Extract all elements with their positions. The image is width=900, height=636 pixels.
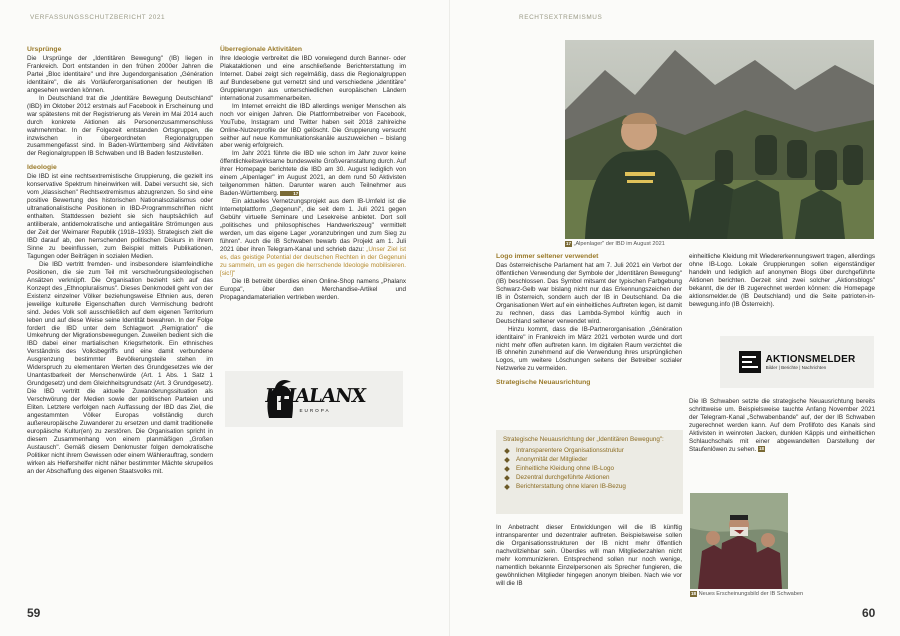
paragraph: In Anbetracht dieser Entwicklungen will die IB künftig intransparenter und dezentraler auftreten. Beispielsweise sollen die Organisationsstrukturen der IB nicht mehr öffentlich nachvollziehbar sein. Überdies will man Mitgliederzahlen nicht mehr kommunizieren. Entsprechend sollen nur noch wenige, namentlich bekannte Einzelpersonen als Sprecher fungieren, die gewöhnlichen Mitglieder hingegen anonym bleiben. Nach wie vor will die IB: [496, 524, 682, 587]
aktionsmelder-title: AKTIONSMELDER: [765, 354, 856, 365]
diamond-bullet-icon: [504, 466, 510, 472]
paragraph: Die IBD vertritt fremden- und insbesondere islamfeindliche Positionen, die sie zum Teil mit verschwörungsideologischen Ansätzen verknüpft. Die Organisation bezieht sich auf das Konzept des „Ethnopluralismus". Dieses Denkmodell geht von der Existenz einzelner Völker beziehungsweise Ethnien aus, deren jeweilige kulturelle Eigenschaften durch Vermischung bedroht sind. Jedes Volk soll ausschließlich auf dem eigenen Territorium leben und auf diese Weise seine Identität bewahren. In der Folge fordert die IBD unter dem Schlagwort „Remigration" die Umkehrung der Migrationsbewegungen. Zuweilen bedient sich die IBD dabei einer martialischen Kriegsrhetorik. Ein ethnisches Verständnis des Volksbegriffs und eine damit verbundene Ausgrenzung bestimmter Bevölkerungsteile stehen im Widerspruch zu elementaren Werten des Grundgesetzes wie der Unantastbarkeit der Menschenwürde (Art. 1 Abs. 1 Satz 1 Grundgesetz) und dem Gleichheitsgrundsatz (Art. 3 Grundgesetz). Die IBD vertritt die aktuelle Zuwanderungssituation als Verschwörung der Medien sowie der politischen Parteien und Eliten. Letztere verfolgen nach Auffassung der IBD das Ziel, die angestammten Völker Europas vollständig durch außereuropäische Zuwanderer zu ersetzen und damit traditionelle europäische Kultur(en) zu zerstören. Die Organisation spricht in diesem Zusammenhang von einem planmäßigen „Großen Austausch". Gemäß diesem Denkmuster folgen demokratische Politiker nicht ihrem Gewissen oder einem Wählerauftrag, sondern wirken als Helfershelfer nicht näher bestimmter Mächte skrupellos an der Abschaffung des eigenen Staatsvolks mit.: [27, 260, 213, 475]
heading-ueberregionale-aktivitaeten: Überregionale Aktivitäten: [220, 46, 303, 53]
diamond-bullet-icon: [504, 475, 510, 481]
heading-strategische-neuausrichtung: Strategische Neuausrichtung: [496, 379, 591, 387]
strategy-list-item: Intransparentere Organisationsstruktur: [503, 447, 676, 456]
right-column-1: [496, 253, 682, 388]
strategy-info-box: [496, 430, 683, 514]
heading-logo-seltener: Logo immer seltener verwendet: [496, 253, 599, 260]
left-column-1: [27, 46, 213, 476]
figure-ref-badge: 18: [691, 591, 697, 596]
strategy-list-item: Berichterstattung ohne klaren IB-Bezug: [503, 483, 676, 492]
alpenlager-photo: [565, 40, 874, 239]
strategy-list-item: Anonymität der Mitglieder: [503, 456, 676, 465]
page-number-right: 60: [862, 606, 876, 620]
strategy-list-item: Einheitliche Kleidung ohne IB-Logo: [503, 465, 676, 474]
figure-ref-badge: 17: [280, 191, 299, 197]
paragraph: Hinzu kommt, dass die IB-Partnerorganisation „Génération identitaire" in Frankreich im März 2021 verboten wurde und dort nicht mehr offen auftreten kann. Im digitalen Raum verzichtet die IB ohnehin zunehmend auf die Verwendung ihres ursprünglichen Logos, um weitere Löschungen seitens der Betreiber sozialer Netzwerke zu vermeiden.: [496, 325, 682, 373]
paragraph: Die IBD ist eine rechtsextremistische Gruppierung, die gezielt ins konservative Spektrum hineinwirken will. Dabei versucht sie, sich vom „klassischen" Rechtsextremismus abzugrenzen. So sind eine positive Bewertung des historischen Nationalsozialismus oder ultranationalistische Positionen in IBD-Programmschriften nicht enthalten. Stattdessen bezieht sie sich hauptsächlich auf antiliberale, antidemokratische und antiegalitäre Strömungen aus der Zeit der Weimarer Republik (1918–1933). Strategisch zielt die IBD darauf ab, den herrschenden politischen Diskurs in ihrem Sinne zu beeinflussen, zum Beispiel mittels Publikationen, Tagungen oder Beiträgen in sozialen Medien.: [27, 173, 213, 260]
right-column-2: [689, 253, 875, 309]
paragraph: Ihre Ideologie verbreitet die IBD vorwiegend durch Banner- oder Plakataktionen und eine anschließende Berichterstattung im Internet. Dabei zeigt sich regelmäßig, dass die Regionalgruppen auf Bundesebene gut vernetzt sind und verschiedene „identitäre" Gruppierungen aus unterschiedlichen europäischen Ländern international zusammenarbeiten.: [220, 55, 406, 102]
paragraph: Die IB betreibt überdies einen Online-Shop namens „Phalanx Europa", über den Merchandise-Artikel und Propagandamaterialien vertrieben werden.: [220, 277, 406, 301]
diamond-bullet-icon: [504, 449, 510, 455]
heading-ursprunge: Ursprünge: [27, 46, 62, 53]
logo-wordmark: PHALANX: [263, 385, 367, 407]
paragraph: Im Internet erreicht die IBD allerdings weniger Menschen als noch vor einigen Jahren. Die Plattformbetreiber von Facebook, YouTube, Instagram und Twitter haben seit 2018 zahlreiche Online-Nutzerprofile der IBD gelöscht. Die Gruppierung versucht seither auf neue Kommunikationskanäle auszuweichen – bislang aber wenig erfolgreich.: [220, 102, 406, 150]
left-column-2: [220, 46, 406, 302]
small-photo-caption: 18 Neues Erscheinungsbild der IB Schwaben: [691, 591, 804, 598]
figure-ref-badge: 17: [566, 241, 572, 246]
paragraph: Die IB Schwaben setzte die strategische Neuausrichtung bereits schrittweise um. Beispielsweise tauchte Anfang November 2021 der Telegram-Kanal „Schwabenbande" auf, der der IB Schwaben zugerechnet werden kann. Auf dem Profilfoto des Kanals sind Aktivisten in weinroten Jacken, dunklen Käppis und einheitlichen Schlauchschals mit einer abgewandelten Darstellung der Staufenlöwen zu sehen. 18: [689, 398, 875, 453]
diamond-bullet-icon: [504, 484, 510, 490]
diamond-bullet-icon: [504, 458, 510, 464]
paragraph: Im Jahr 2021 führte die IBD wie schon im Jahr zuvor keine öffentlichkeitswirksame bundesweite Großveranstaltung durch. Auf ihrer Homepage berichtete die IBD am 30. August lediglich von einem „Alpenlager" im August 2021, an dem rund 50 Aktivisten teilgenommen hätten. Darunter waren auch Teilnehmer aus Baden-Württemberg. 17: [220, 150, 406, 198]
telegram-quote: „Unser Ziel ist es, das geistige Potential der deutschen Rechten in der Gegenuni zu sammeln, um es gegen die herrschende Ideologie mobilisieren. [sic!]": [220, 245, 407, 277]
logo-subtitle: EUROPA: [299, 408, 331, 413]
strategy-list-item: Dezentral durchgeführte Aktionen: [503, 474, 676, 483]
running-head-right: RECHTSEXTREMISMUS: [519, 14, 603, 21]
paragraph: In Deutschland trat die „Identitäre Bewegung Deutschland" (IBD) im Oktober 2012 erstmals auf Facebook in Erscheinung und war spätestens mit der Registrierung als Verein im Mai 2014 auch durch konkrete Aktionen als Personenzusammenschluss wahrnehmbar. In der Folgezeit entstanden Ortsgruppen, die inzwischen in übergeordneten Regionalgruppen zusammengefasst sind. In Baden-Württemberg sind Aktivitäten der Regionalgruppen IB Schwaben und IB Baden festzustellen.: [27, 94, 213, 158]
right-column-1-cont: [496, 524, 682, 588]
heading-ideologie: Ideologie: [27, 164, 57, 172]
aktionsmelder-logo: [720, 336, 874, 388]
paragraph: Ein aktuelles Vernetzungsprojekt aus dem IB-Umfeld ist die Internetplattform „Gegenuni", die seit dem 1. Juli 2021 gegen Gebühr virtuelle Seminare und Lesekreise anbietet. Dort soll „politisches und philosophisches Handwerkszeug" vermittelt werden, um das eigene Lager „voranzubringen und zum Sieg zu führen". Auch die IB Schwaben bewarb das Projekt am 1. Juli 2021 über ihren Telegram-Kanal und schrieb dazu: „Unser Ziel ist es, das geistige Potential der deutschen Rechten in der Gegenuni zu sammeln, um es gegen die herrschende Ideologie mobilisieren. [sic!]": [220, 198, 407, 277]
right-column-2-cont: [689, 398, 875, 454]
phalanx-europa-logo: [225, 371, 403, 427]
running-head-left: VERFASSUNGSSCHUTZBERICHT 2021: [30, 14, 166, 21]
page-number-left: 59: [27, 606, 41, 620]
paragraph: Das österreichische Parlament hat am 7. Juli 2021 ein Verbot der öffentlichen Verwendung der Symbole der „Identitären Bewegung" (IB) beschlossen. Das Symbol mitsamt der typischen Farbgebung Schwarz-Gelb war bislang nicht nur das Erkennungszeichen der IB in Österreich, sondern auch der IB in Deutschland. Da die Organisationen Wert auf ein einheitliches Auftreten legen, ist damit zu rechnen, dass das Lambda-Symbol künftig auch in Deutschland seltener verwendet wird.: [496, 262, 682, 325]
paragraph: einheitliche Kleidung mit Wiedererkennungswert tragen, allerdings ohne IB-Logo. Lokale Gruppierungen sollen eigenständiger handeln und lediglich auf anonymen Blogs über durchgeführte Aktionen berichten. Derzeit sind zwei solcher „Aktionsblogs" bekannt, die der IB zugerechnet werden können: die Homepage aktionsmelder.de (IB Deutschland) und die Seite patrioten-in-bewegung.info (IB Österreich).: [689, 253, 875, 308]
aktionsmelder-icon: [739, 351, 761, 373]
aktionsmelder-subtitle: Bilder | Berichte | Nachrichten: [765, 365, 827, 370]
photo-caption: 17 „Alpenlager" der IBD im August 2021: [566, 241, 665, 248]
strategy-box-title: Strategische Neuausrichtung der „Identitären Bewegung":: [503, 436, 664, 443]
figure-ref-badge: 18: [758, 446, 764, 452]
ib-schwaben-photo: [690, 493, 788, 589]
paragraph: Die Ursprünge der „Identitären Bewegung" (IB) liegen in Frankreich. Dort entstanden in den frühen 2000er Jahren die Partei „Bloc identitaire" und ihre Jugendorganisation „Génération identitaire", die als Vorläuferorganisationen der heutigen IB angesehen werden können.: [27, 55, 213, 94]
